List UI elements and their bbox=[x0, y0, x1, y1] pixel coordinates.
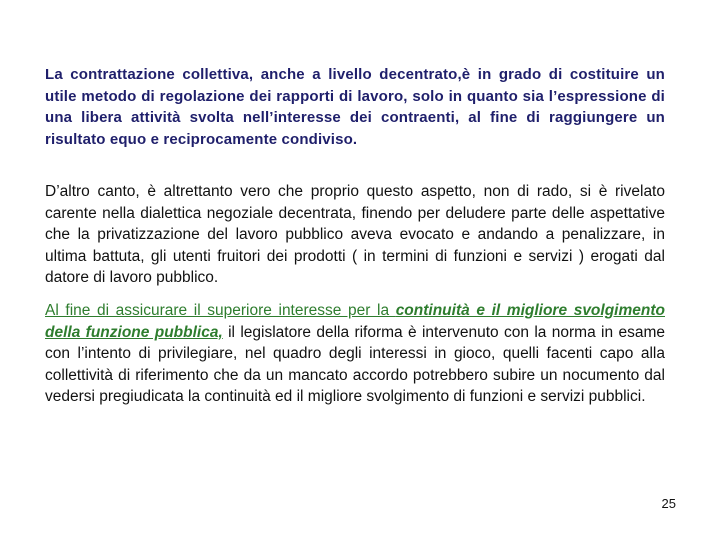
paragraph-body-text: il legislatore della riforma è intervenuto con la norma in esame con l’intento di privilegiare, nel quadro degli interessi in gioco, quelli facenti capo alla collettività di riferimento che da un mancato accordo potrebbero subire un nocumento dal vedersi pregiudicata la continuità ed il migliore svolgimento di funzioni e servizi pubblici. bbox=[45, 323, 665, 405]
highlight-intro: Al fine di assicurare il superiore interesse per la bbox=[45, 302, 396, 319]
paragraph-altro-canto: D’altro canto, è altrettanto vero che proprio questo aspetto, non di rado, si è rivelato carente nella dialettica negoziale decentrata, finendo per deludere parte delle aspettative che la privatizzazione del lavoro pubblico aveva evocato e andando a penalizzare, in ultima battuta, gli utenti fruitori dei prodotti ( in termini di funzioni e servizi ) erogati dal datore di lavoro pubblico. bbox=[45, 183, 665, 286]
paragraph-contrattazione: La contrattazione collettiva, anche a livello decentrato,è in grado di costituire un utile metodo di regolazione dei rapporti di lavoro, solo in quanto sia l’espressione di una libera attività svolta nell’interesse dei contraenti, al fine di raggiungere un risultato equo e reciprocamente condiviso. bbox=[45, 66, 665, 148]
highlight-emphasis: continuità e il migliore svolgimento della funzione pubblica, bbox=[45, 302, 665, 341]
page-number: 25 bbox=[661, 496, 676, 511]
paragraph-fine-assicurare bbox=[45, 300, 665, 408]
